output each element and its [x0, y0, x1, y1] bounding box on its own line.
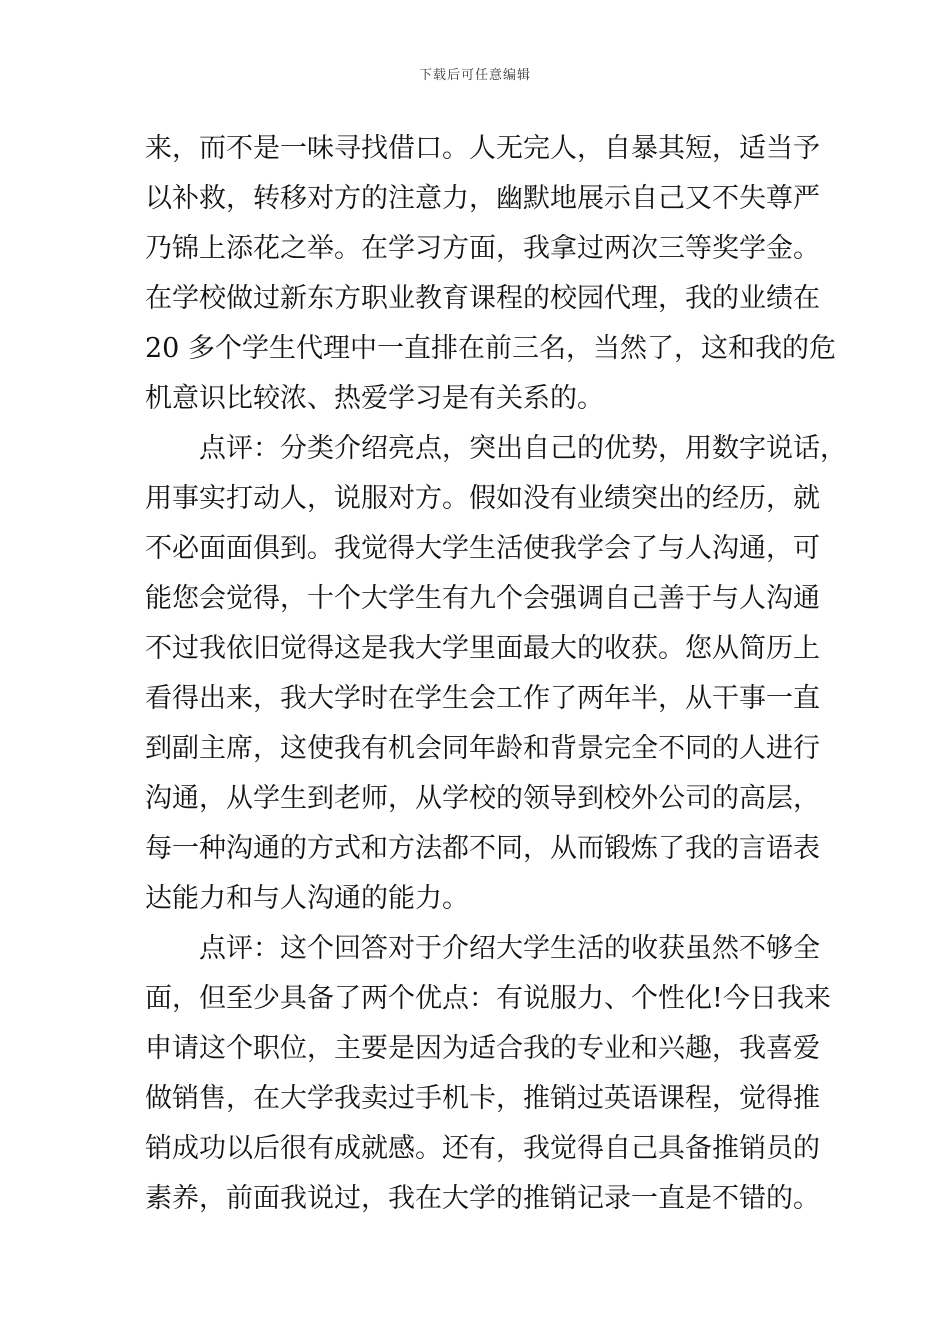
text-line: 机意识比较浓、热爱学习是有关系的。: [145, 383, 604, 414]
text-line: 到副主席，这使我有机会同年龄和背景完全不同的人进行: [145, 733, 820, 764]
text-line: 用事实打动人，说服对方。假如没有业绩突出的经历，就: [145, 483, 820, 514]
text-line: 做销售，在大学我卖过手机卡，推销过英语课程，觉得推: [145, 1083, 820, 1114]
text-line: 素养，前面我说过，我在大学的推销记录一直是不错的。: [145, 1183, 820, 1214]
text-line: 达能力和与人沟通的能力。: [145, 883, 469, 914]
text-line: 每一种沟通的方式和方法都不同，从而锻炼了我的言语表: [145, 833, 820, 864]
text-line: 看得出来，我大学时在学生会工作了两年半，从干事一直: [145, 683, 820, 714]
text-line: 销成功以后很有成就感。还有，我觉得自己具备推销员的: [145, 1133, 820, 1164]
text-line-indented: 点评：分类介绍亮点，突出自己的优势，用数字说话，: [199, 433, 847, 464]
text-line: 在学校做过新东方职业教育课程的校园代理，我的业绩在: [145, 283, 820, 314]
text-line: 以补救，转移对方的注意力，幽默地展示自己又不失尊严: [145, 183, 820, 214]
text-line: 沟通，从学生到老师，从学校的领导到校外公司的高层，: [145, 783, 820, 814]
text-line: 不必面面俱到。我觉得大学生活使我学会了与人沟通，可: [145, 533, 820, 564]
document-body: [145, 124, 847, 1224]
text-line: 20 多个学生代理中一直排在前三名，当然了，这和我的危: [145, 333, 836, 364]
text-line: 申请这个职位，主要是因为适合我的专业和兴趣，我喜爱: [145, 1033, 820, 1064]
page-header: 下载后可任意编辑: [418, 68, 531, 83]
text-line: 来，而不是一味寻找借口。人无完人，自暴其短，适当予: [145, 133, 820, 164]
text-line-indented: 点评：这个回答对于介绍大学生活的收获虽然不够全: [199, 933, 820, 964]
text-line: 能您会觉得，十个大学生有九个会强调自己善于与人沟通: [145, 583, 820, 614]
text-line: 面，但至少具备了两个优点：有说服力、个性化!今日我来: [145, 983, 831, 1014]
text-line: 不过我依旧觉得这是我大学里面最大的收获。您从简历上: [145, 633, 820, 664]
text-line: 乃锦上添花之举。在学习方面，我拿过两次三等奖学金。: [145, 233, 820, 264]
